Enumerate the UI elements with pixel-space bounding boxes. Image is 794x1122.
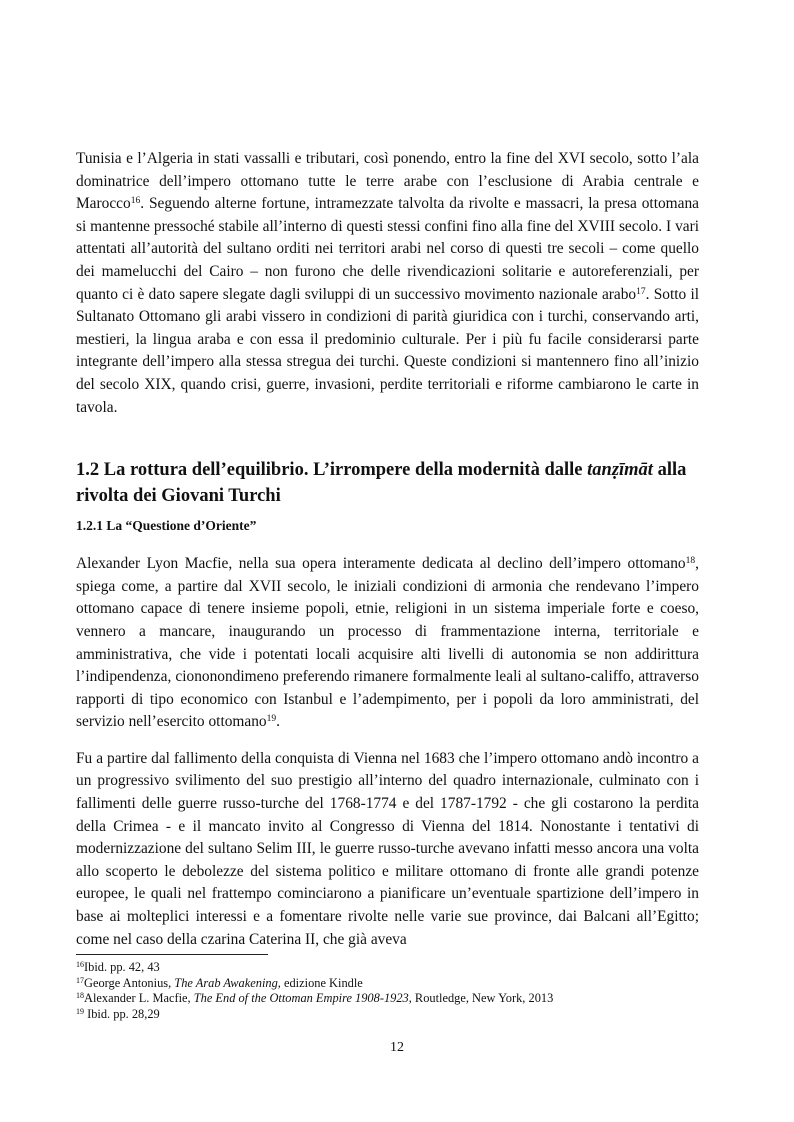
- footnote-ref-18[interactable]: 18: [685, 556, 696, 567]
- section-heading: 1.2 La rottura dell’equilibrio. L’irrompere della modernità dalle tanẓīmāt alla rivolta dei Giovani Turchi: [76, 460, 687, 507]
- paragraph-text: . Sotto il Sultanato Ottomano gli arabi vissero in condizioni di parità giuridica con i turchi, conservando arti, mestieri, la lingua araba e con essa il predominio culturale. Per i più fu facile considerarsi parte integrante dell’impero alla stessa stregua dei turchi. Queste condizioni si mantennero fino all’inizio del secolo XIX, quando crisi, guerre, invasioni, perdite territoriali e riforme cambiarono le carte in tavola.: [76, 285, 699, 416]
- paragraph-macfie: [76, 553, 699, 734]
- paragraph-text: , spiega come, a partire dal XVII secolo, le iniziali condizioni di armonia che rendevano l’impero ottomano capace di tenere insieme popoli, etnie, religioni in un sistema imperiale forte e coeso, vennero a mancare, inaugurando un processo di frammentazione interna, territoriale e amministrativa, che vide i potentati locali acquisire alti livelli di autonomia se non addirittura l’indipendenza, ciononondimeno preferendo rimanere formalmente leali al sultano-califfo, attraverso rapporti di tipo economico con Istanbul e l’adempimento, per i popoli da loro amministrati, del servizio nell’esercito ottomano: [76, 555, 699, 731]
- footnotes: [76, 960, 699, 1022]
- paragraph-vienna: Fu a partire dal fallimento della conquista di Vienna nel 1683 che l’impero ottomano andò incontro a un progressivo svilimento del suo prestigio all’interno del quadro internazionale, culminato con i fallimenti delle guerre russo-turche del 1768-1774 e del 1787-1792 - che gli costarono la perdita della Crimea - e il mancato invito al Congresso di Vienna del 1814. Nonostante i tentativi di modernizzazione del sultano Selim III, le guerre russo-turche avevano infatti messo ancora una volta allo scoperto le debolezze del sistema politico e militare ottomano di fronte alle grandi potenze europee, le quali nel frattempo cominciarono a pianificare un’eventuale spartizione dell’impero in base ai molteplici interessi e a fomentare rivolte nelle varie sue province, dai Balcani all’Egitto; come nel caso della czarina Caterina II, che già aveva: [76, 749, 699, 948]
- paragraph-ottoman-arab-lands: [76, 148, 699, 419]
- footnote-ref-17[interactable]: 17: [636, 286, 646, 297]
- paragraph-text: Tunisia e l’Algeria in stati vassalli e tributari, così ponendo, entro la fine del XVI secolo, sotto l’ala dominatrice dell’impero ottomano tutte le terre arabe con l’esclusione di Arabia centrale e Marocco: [76, 150, 699, 213]
- footnote-ref-19[interactable]: 19: [266, 714, 277, 725]
- footnote-17: $^{17}$George Antonius, The Arab Awakening, edizione Kindle: [76, 975, 363, 990]
- paragraph-text: . Seguendo alterne fortune, intramezzate talvolta da rivolte e massacri, la presa ottomana si mantenne pressoché stabile all’interno di questi stessi confini fino alla fine del XVIII secolo. I vari attentati all’autorità del sultano orditi nei territori arabi nel corso di questi tre secoli – come quello dei mamelucchi del Cairo – non furono che delle rivendicazioni solitarie e autoreferenziali, per quanto ci è dato sapere slegate dagli sviluppi di un successivo movimento nazionale arabo: [76, 195, 699, 303]
- paragraph-text: .: [276, 713, 280, 731]
- paragraph-text: Alexander Lyon Macfie, nella sua opera interamente dedicata al declino dell’impero ottomano: [76, 555, 686, 573]
- subsection-heading: 1.2.1 La “Questione d’Oriente”: [76, 518, 257, 534]
- footnote-18: $^{18}$Alexander L. Macfie, The End of the Ottoman Empire 1908-1923, Routledge, New York, 2013: [76, 991, 554, 1006]
- page-body: [76, 148, 699, 951]
- page-number: 12: [390, 1040, 404, 1055]
- footnote-ref-16[interactable]: 16: [130, 196, 141, 207]
- footnote-16: $^{16}$Ibid. pp. 42, 43: [76, 960, 160, 974]
- section-heading-italic-term: tanẓīmāt: [587, 460, 653, 481]
- footnote-separator: [76, 954, 268, 955]
- footnote-19: $^{19}$ Ibid. pp. 28,29: [76, 1006, 160, 1021]
